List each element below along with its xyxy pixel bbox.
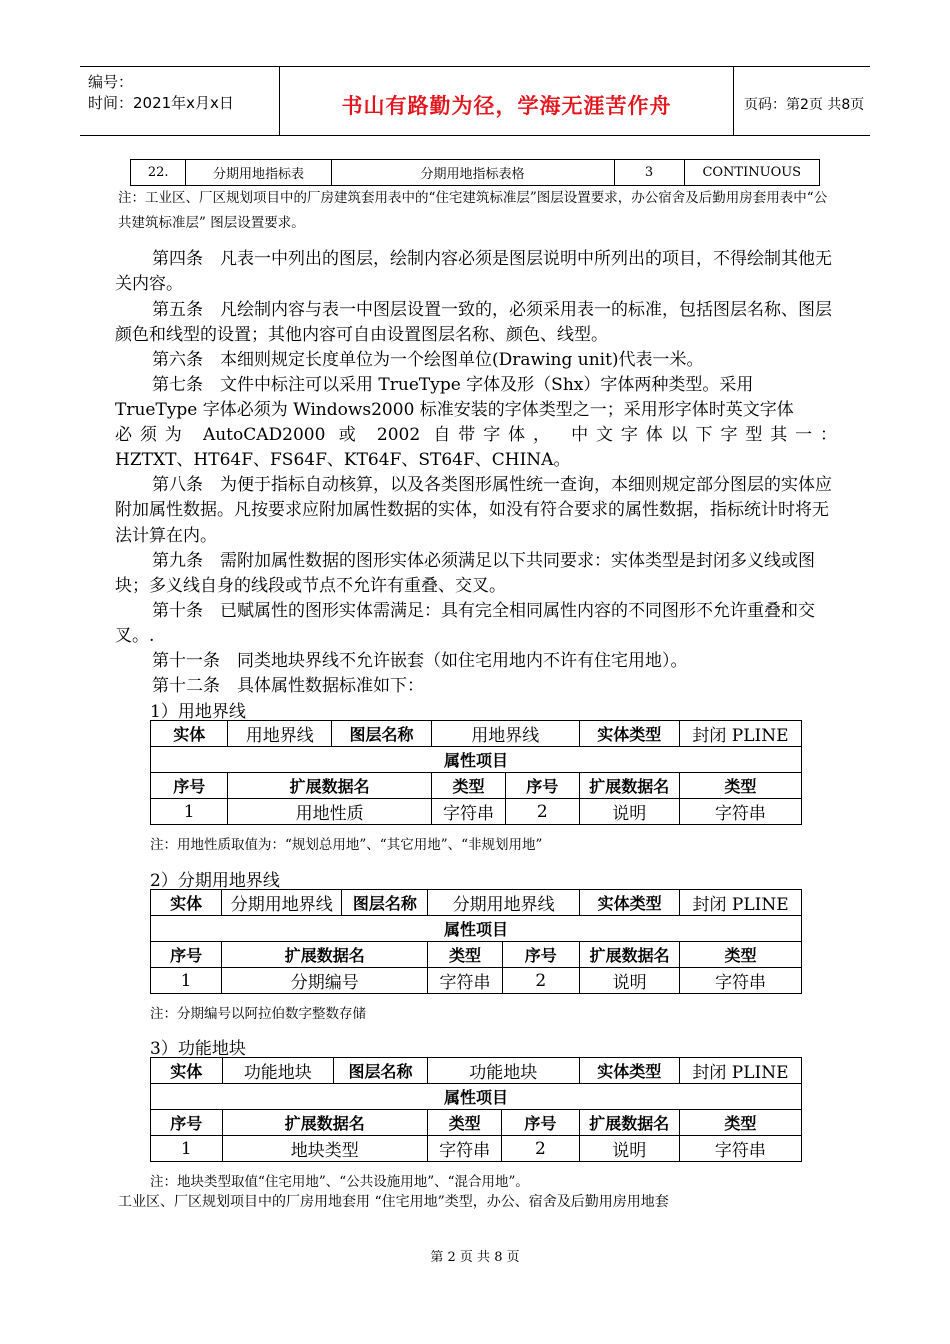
row-type-2: 字符串 (679, 799, 801, 825)
row-type-2: 字符串 (680, 968, 802, 994)
layer-value: 分期用地界线 (428, 890, 580, 916)
attribute-table-2 (150, 889, 802, 994)
header-seq-2: 序号 (506, 773, 580, 799)
article-10: 第十条 已赋属性的图形实体需满足：具有完全相同属性内容的不同图形不允许重叠和交叉。. (115, 601, 815, 647)
label-entity-type: 实体类型 (579, 721, 679, 747)
page-footer: 第 2 页 共 8 页 (430, 1250, 520, 1265)
article-8: 第八条 为便于指标自动核算，以及各类图形属性统一查询，本细则规定部分图层的实体应附加属性数据。凡按要求应附加属性数据的实体，如没有符合要求的属性数据，指标统计时将无法计算在内。 (115, 475, 832, 546)
header-motto: 书山有路勤为径，学海无涯苦作舟 (280, 67, 734, 135)
layer-value: 功能地块 (427, 1058, 579, 1084)
section-title-2: 2）分期用地界线 (150, 871, 280, 891)
layer-value: 用地界线 (431, 721, 579, 747)
attribute-table-3 (150, 1057, 802, 1162)
label-entity-type: 实体类型 (579, 1058, 679, 1084)
row-type: 字符串 (427, 1136, 501, 1162)
label-attribute-items: 属性项目 (151, 747, 802, 773)
article-5: 第五条 凡绘制内容与表一中图层设置一致的，必须采用表一的标准，包括图层名称、图层颜色和线型的设置；其他内容可自由设置图层名称、颜色、线型。 (115, 300, 832, 346)
article-11: 第十一条 同类地块界线不允许嵌套（如住宅用地内不许有住宅用地）。 (152, 651, 688, 671)
header-type-2: 类型 (679, 1110, 801, 1136)
row-seq-2: 2 (502, 968, 579, 994)
section-note-3: 注：地块类型取值“住宅用地”、“公共设施用地”、“混合用地”。 (150, 1174, 529, 1190)
section-title-3: 3）功能地块 (150, 1039, 246, 1059)
row-type-2: 字符串 (679, 1136, 801, 1162)
page-header (80, 66, 870, 136)
table-row (151, 1136, 802, 1162)
row-seq: 1 (151, 799, 228, 825)
header-type-2: 类型 (680, 942, 802, 968)
row-ext-name: 分期编号 (222, 968, 428, 994)
table-row (151, 799, 802, 825)
cell-index: 22. (131, 160, 186, 186)
label-layer-name: 图层名称 (334, 1058, 428, 1084)
note-layer-usage: 注：工业区、厂区规划项目中的厂房建筑套用表中的“住宅建筑标准层”图层设置要求，办公宿舍及后勤用房套用表中“公共建筑标准层” 图层设置要求。 (118, 190, 828, 231)
article-7-line4: HZTXT、HT64F、FS64F、KT64F、ST64F、CHINA。 (115, 450, 571, 470)
label-attribute-items: 属性项目 (151, 916, 802, 942)
header-ext-name-2: 扩展数据名 (580, 942, 680, 968)
label-entity: 实体 (151, 721, 228, 747)
section-note-1: 注：用地性质取值为：“规划总用地”、“其它用地”、“非规划用地” (150, 837, 543, 853)
attribute-table-1 (150, 720, 802, 825)
header-type: 类型 (431, 773, 505, 799)
row-type: 字符串 (428, 968, 502, 994)
header-seq-2: 序号 (502, 1110, 579, 1136)
document-date: 时间：2021年x月x日 (88, 94, 234, 112)
section-title-1: 1）用地界线 (150, 702, 246, 722)
header-ext-name-2: 扩展数据名 (579, 773, 679, 799)
entity-type-value: 封闭 PLINE (679, 721, 801, 747)
header-type: 类型 (427, 1110, 501, 1136)
article-4: 第四条 凡表一中列出的图层，绘制内容必须是图层说明中所列出的项目，不得绘制其他无关内容。 (115, 249, 832, 295)
cell-color: 3 (614, 160, 684, 186)
entity-type-value: 封闭 PLINE (679, 1058, 801, 1084)
label-layer-name: 图层名称 (332, 721, 432, 747)
row-ext-name: 用地性质 (228, 799, 431, 825)
row-seq-2: 2 (502, 1136, 579, 1162)
article-6: 第六条 本细则规定长度单位为一个绘图单位(Drawing unit)代表一米。 (152, 350, 704, 370)
article-7-line2: TrueType 字体必须为 Windows2000 标准安装的字体类型之一；采用形字体时英文字体 (115, 400, 794, 420)
label-entity: 实体 (151, 890, 222, 916)
entity-value: 功能地块 (222, 1058, 333, 1084)
article-7-line3: 必须为 AutoCAD2000 或 2002 自带字体， 中文字体以下字型其一： (115, 425, 837, 445)
header-type: 类型 (428, 942, 502, 968)
header-seq-2: 序号 (502, 942, 579, 968)
row-seq: 1 (151, 1136, 223, 1162)
row-ext-name: 地块类型 (222, 1136, 427, 1162)
label-entity: 实体 (151, 1058, 223, 1084)
header-type-2: 类型 (679, 773, 801, 799)
label-attribute-items: 属性项目 (151, 1084, 802, 1110)
entity-type-value: 封闭 PLINE (680, 890, 802, 916)
cell-layer-name: 分期用地指标表 (186, 160, 331, 186)
label-entity-type: 实体类型 (580, 890, 680, 916)
article-7-line1: 第七条 文件中标注可以采用 TrueType 字体及形（Shx）字体两种类型。采用 (152, 375, 754, 395)
row-ext-name-2: 说明 (579, 799, 679, 825)
section-note-2: 注：分期编号以阿拉伯数字整数存储 (150, 1006, 366, 1022)
header-page-info: 页码：第2页 共8页 (744, 97, 865, 113)
layer-table-row-22 (130, 159, 820, 186)
article-12: 第十二条 具体属性数据标准如下： (152, 676, 424, 696)
header-ext-name-2: 扩展数据名 (579, 1110, 679, 1136)
table-row (151, 968, 802, 994)
header-meta (80, 67, 280, 135)
header-seq: 序号 (151, 942, 222, 968)
header-seq: 序号 (151, 1110, 223, 1136)
row-type: 字符串 (431, 799, 505, 825)
cell-linetype: CONTINUOUS (684, 160, 819, 186)
row-seq: 1 (151, 968, 222, 994)
header-ext-name: 扩展数据名 (222, 942, 428, 968)
header-ext-name: 扩展数据名 (228, 773, 431, 799)
closing-line: 工业区、厂区规划项目中的厂房用地套用 “住宅用地”类型，办公、宿舍及后勤用房用地套 (118, 1194, 669, 1210)
header-ext-name: 扩展数据名 (222, 1110, 427, 1136)
entity-value: 用地界线 (228, 721, 332, 747)
document-number: 编号： (88, 73, 134, 91)
row-seq-2: 2 (506, 799, 580, 825)
label-layer-name: 图层名称 (342, 890, 428, 916)
cell-description: 分期用地指标表格 (331, 160, 614, 186)
article-9: 第九条 需附加属性数据的图形实体必须满足以下共同要求：实体类型是封闭多义线或图块；多义线自身的线段或节点不允许有重叠、交叉。 (115, 551, 815, 597)
header-seq: 序号 (151, 773, 228, 799)
row-ext-name-2: 说明 (579, 1136, 679, 1162)
row-ext-name-2: 说明 (580, 968, 680, 994)
entity-value: 分期用地界线 (222, 890, 342, 916)
